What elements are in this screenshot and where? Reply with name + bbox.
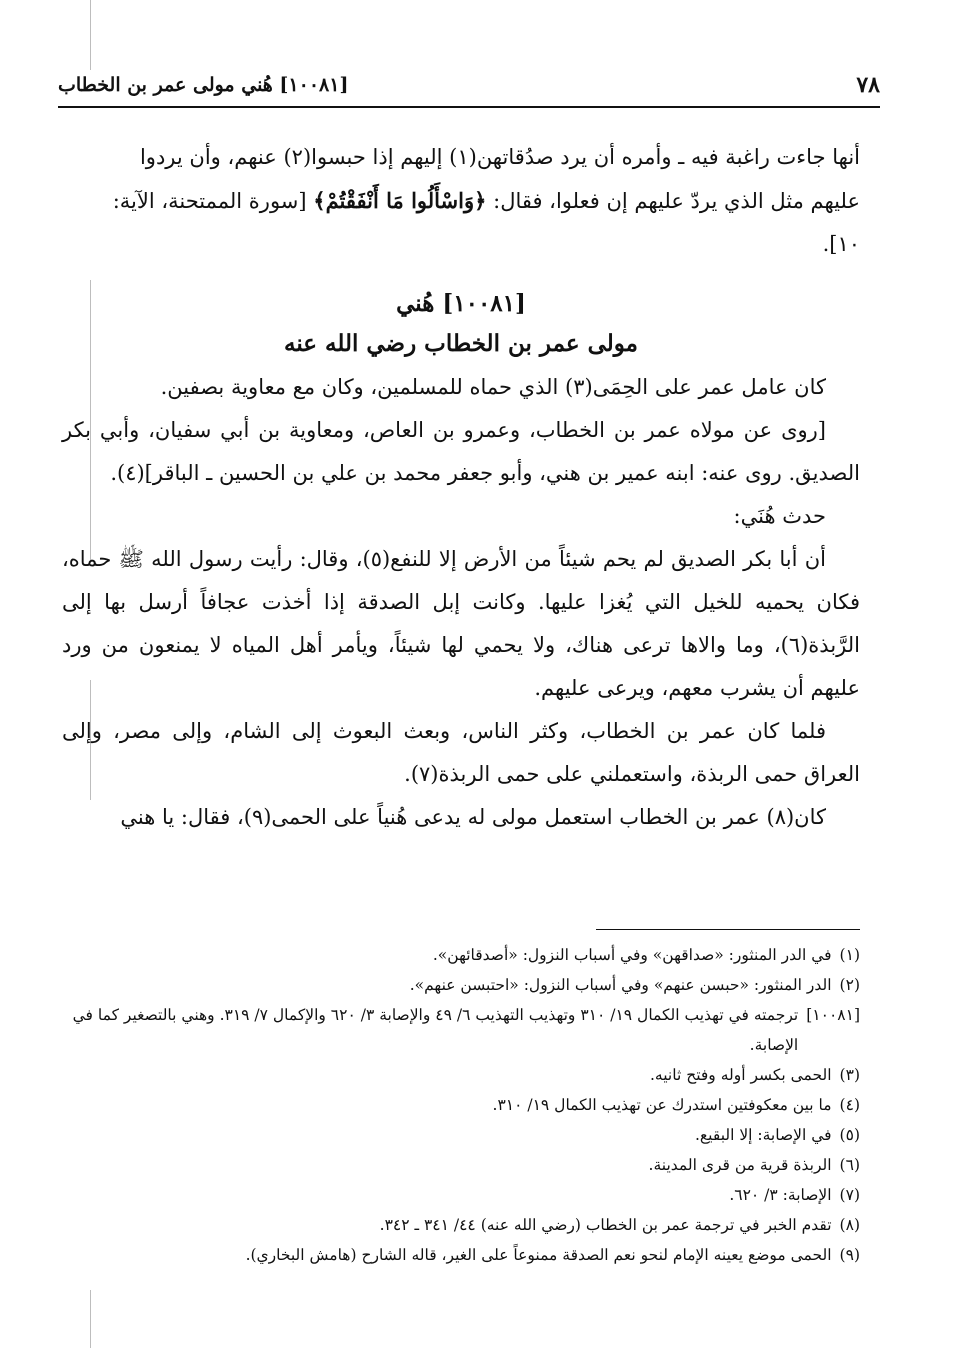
footnote-5 — [62, 1120, 860, 1150]
footnote-text: في الإصابة: إلا البقيع. — [695, 1126, 832, 1144]
footnote-number: (٢) — [839, 976, 860, 994]
paragraph-6: كان(٨) عمر بن الخطاب استعمل مولى له يدعى هُنياً على الحمى(٩)، فقال: يا هني — [120, 805, 826, 829]
footnote-8 — [62, 1210, 860, 1240]
footnote-number: (٨) — [839, 1216, 860, 1234]
footnote-text: ما بين معكوفتين استدرك عن تهذيب الكمال ١٩/ ٣١٠. — [492, 1096, 832, 1114]
intro-line-3: ١٠]. — [822, 232, 860, 256]
intro-block — [62, 136, 860, 266]
footnote-text: الدر المنثور: «حبسن عنهم» وفي أسباب النزول: «احتبسن عنهم». — [409, 976, 832, 994]
footnote-text: ترجمته في تهذيب الكمال ١٩/ ٣١٠ وتهذيب التهذيب ٦/ ٤٩ والإصابة ٣/ ٦٢٠ والإكمال ٧/ ٣١٩. وهني بالتصغير كما في الإصابة. — [72, 1006, 799, 1054]
intro-line-1: أنها جاءت راغبة فيه ـ وأمره أن يرد صدُقاتهن(١) إليهم إذا حبسوا(٢) عنهم، وأن يردوا — [139, 145, 860, 169]
footnote-number: (٥) — [839, 1126, 860, 1144]
footnote-text: في الدر المنثور: «صداقهن» وفي أسباب النزول: «أصدقائهن». — [432, 946, 832, 964]
footnote-number: (٩) — [839, 1246, 860, 1264]
scan-margin-line-bottom — [90, 1290, 91, 1348]
paragraph-4: أن أبا بكر الصديق لم يحم شيئاً من الأرض إلا للنفع(٥)، وقال: رأيت رسول الله ﷺ حماه، فكان يحميه للخيل التي يُغزا عليها. وكانت إبل الصدقة إذا أخذت عجافاً أرسل بها إلى الرَّبذة(٦)، وما والاها ترعى هناك، ولا يحمي لها شيئاً، ويأمر أهل المياه لا يمنعون من ورد عليهم أن يشرب معهم، ويرعى عليهم. — [62, 547, 860, 700]
footnote-number: [١٠٠٨١] — [806, 1006, 860, 1024]
footnotes — [62, 940, 860, 1270]
footnote-7 — [62, 1180, 860, 1210]
entry-body — [62, 366, 860, 839]
footnote-biography — [62, 1000, 860, 1060]
paragraph-5: فلما كان عمر بن الخطاب، وكثر الناس، وبعث البعوث إلى الشام، وإلى مصر، وإلى العراق حمى الربذة، واستعملني على حمى الربذة(٧). — [62, 719, 860, 786]
paragraph-2: [روى عن مولاه عمر بن الخطاب، وعمرو بن العاص، ومعاوية بن أبي سفيان، وأبي بكر الصديق. روى عنه: ابنه عمير بن هني، وأبو جعفر محمد بن علي بن الحسين ـ الباقر](٤). — [62, 418, 860, 485]
entry-heading — [62, 284, 860, 364]
quran-verse: ﴿وَاسْأَلُوا مَا أَنْفَقْتُمْ﴾ — [313, 188, 487, 213]
footnote-number: (٧) — [839, 1186, 860, 1204]
footnote-number: (٦) — [839, 1156, 860, 1174]
page-header — [58, 70, 880, 104]
entry-subtitle: مولى عمر بن الخطاب رضي الله عنه — [284, 330, 638, 357]
footnote-1 — [62, 940, 860, 970]
footnote-text: الحمى موضع يعينه الإمام لنحو نعم الصدقة ممنوعاً على الغير، قاله الشارح (هامش البخاري). — [245, 1246, 832, 1264]
footnote-9 — [62, 1240, 860, 1270]
entry-title: [١٠٠٨١] هُني — [396, 290, 526, 317]
intro-line-2a: عليهم مثل الذي يردّ عليهم إن فعلوا، فقال: — [486, 189, 860, 213]
footnote-3 — [62, 1060, 860, 1090]
footnote-text: الحمى بكسر أوله وفتح ثانيه. — [650, 1066, 832, 1084]
intro-line-2 — [62, 179, 860, 223]
footnote-number: (١) — [839, 946, 860, 964]
footnote-text: الربذة قرية من قرى المدينة. — [648, 1156, 832, 1174]
footnote-number: (٤) — [839, 1096, 860, 1114]
page-number: ٧٨ — [856, 72, 880, 98]
footnote-6 — [62, 1150, 860, 1180]
footnote-4 — [62, 1090, 860, 1120]
paragraph-3: حدث هُنَي: — [733, 504, 826, 528]
footnote-2 — [62, 970, 860, 1000]
running-title: [١٠٠٨١] هُني مولى عمر بن الخطاب — [58, 74, 349, 96]
footnote-number: (٣) — [839, 1066, 860, 1084]
scan-margin-line-top — [90, 0, 91, 70]
footnote-rule — [596, 929, 860, 930]
footnote-text: الإصابة: ٣/ ٦٢٠. — [729, 1186, 832, 1204]
footnote-text: تقدم الخبر في ترجمة عمر بن الخطاب (رضي الله عنه) ٤٤/ ٣٤١ ـ ٣٤٢. — [379, 1216, 832, 1234]
intro-line-2b: [سورة الممتحنة، الآية: — [112, 189, 314, 213]
header-rule — [58, 106, 880, 108]
paragraph-1: كان عامل عمر على الحِمَى(٣) الذي حماه للمسلمين، وكان مع معاوية بصفين. — [160, 375, 826, 399]
